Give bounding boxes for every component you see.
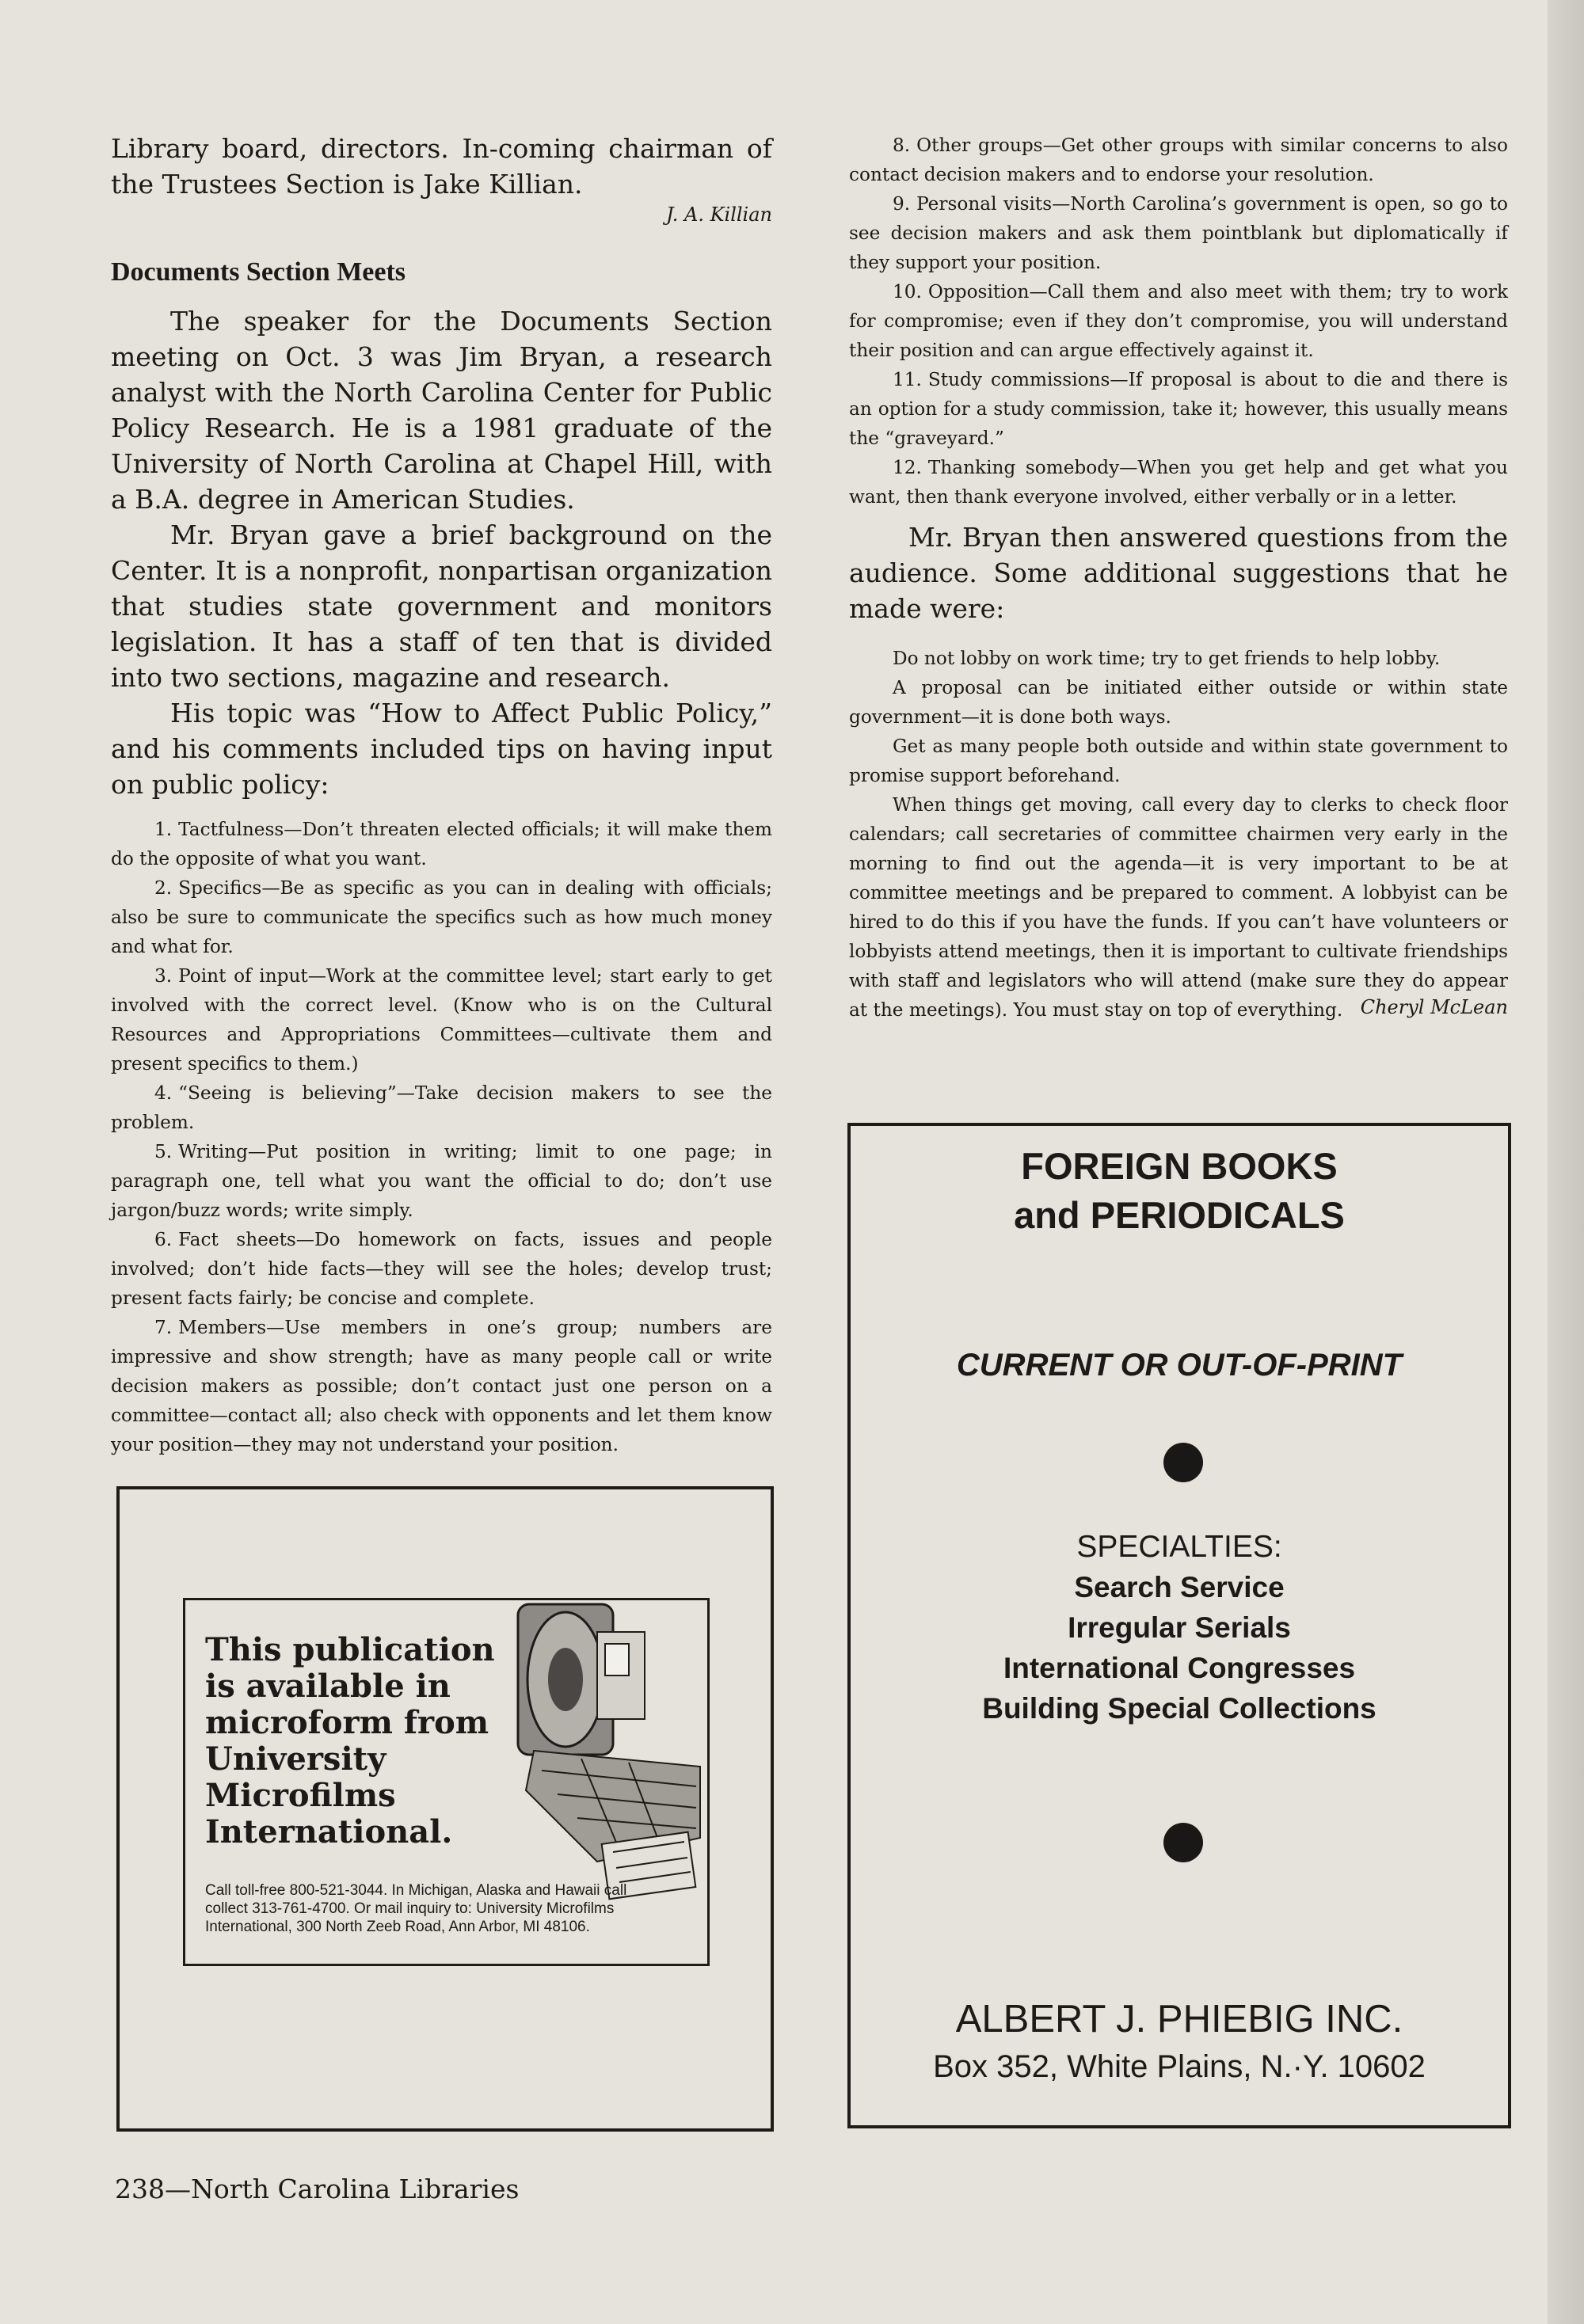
tips-list-continued (849, 131, 1508, 512)
list-item: 1. Tactfulness—Don’t threaten elected officials; it will make them do the opposite of what you want. (111, 819, 772, 869)
specialty-item: Irregular Serials (1068, 1611, 1291, 1644)
list-item: 9. Personal visits—North Carolina’s government is open, so go to see decision makers and ask them pointblank but diplomatically if they support your position. (849, 193, 1508, 273)
list-item: 10. Opposition—Call them and also meet with them; try to work for compromise; even if they don’t compromise, you will understand their position and can argue effectively against it. (849, 281, 1508, 361)
suggestion-item: When things get moving, call every day to clerks to check floor calendars; call secretaries of committee chairmen very early in the morning to find out the agenda—it is very important to be at committee meetings and be prepared to comment. A lobbyist can be hired to do this if you have the funds. If you can’t have volunteers or lobbyists attend meetings, then it is important to cultivate friendships with staff and legislators who will attend (make sure they do appear at the meetings). You must stay on top of everything. (849, 794, 1508, 1021)
specialty-item: Search Service (1074, 1571, 1285, 1603)
list-item: 6. Fact sheets—Do homework on facts, issues and people involved; don’t hide facts—they will see the holes; develop trust; present facts fairly; be concise and complete. (111, 1229, 772, 1309)
list-item: 5. Writing—Put position in writing; limit to one page; in paragraph one, tell what you want the official to do; don’t use jargon/buzz words; write simply. (111, 1141, 772, 1221)
microfilm-ad-box (183, 1598, 710, 1966)
phiebig-title-line: and PERIODICALS (1014, 1194, 1345, 1236)
specialties-heading: SPECIALTIES: (1076, 1530, 1282, 1564)
page-edge-shadow (1548, 0, 1584, 2324)
page-footer: 238—North Carolina Libraries (115, 2174, 520, 2204)
suggestion-item: Get as many people both outside and within state government to promise support beforehand. (849, 736, 1508, 786)
article-paragraph: His topic was “How to Affect Public Policy,” and his comments included tips on having input on public policy: (111, 698, 772, 800)
microfilm-ad-contact: Call toll-free 800-521-3044. In Michigan, Alaska and Hawaii call collect 313-761-4700. Or mail inquiry to: University Microfilms International, 300 North Zeeb Road, Ann Arbor, MI 48106. (205, 1882, 627, 1935)
microfilm-reel-illustration (510, 1600, 708, 1901)
specialty-item: Building Special Collections (982, 1692, 1376, 1725)
left-column (111, 131, 772, 1459)
list-item: 4. “Seeing is believing”—Take decision makers to see the problem. (111, 1082, 772, 1133)
suggestions-list (849, 644, 1508, 1025)
phiebig-title-line: FOREIGN BOOKS (1021, 1145, 1338, 1187)
company-name: ALBERT J. PHIEBIG INC. (955, 1998, 1403, 2041)
microfilm-advertisement (116, 1486, 774, 2132)
list-item: 12. Thanking somebody—When you get help and get what you want, then thank everyone involved, either verbally or in a letter. (849, 457, 1508, 508)
list-item: 8. Other groups—Get other groups with similar concerns to also contact decision makers and to endorse your resolution. (849, 135, 1508, 185)
list-item: 7. Members—Use members in one’s group; numbers are impressive and show strength; have as many people call or write decision makers as possible; don’t contact just one person on a committee—contact all; also check with opponents and let them know your position—they may not understand your position. (111, 1317, 772, 1455)
intro-signature: J. A. Killian (665, 203, 772, 226)
microfilm-ad-title: This publication is available in microform from University Microfilms International. (205, 1631, 495, 1850)
list-item: 11. Study commissions—If proposal is about to die and there is an option for a study commission, take it; however, this usually means the “graveyard.” (849, 369, 1508, 449)
followup-paragraph: Mr. Bryan then answered questions from the audience. Some additional suggestions that he made were: (849, 522, 1508, 624)
bullet-dot-icon (1163, 1823, 1203, 1862)
tips-list (111, 815, 772, 1459)
bullet-dot-icon (1163, 1443, 1203, 1482)
article-paragraph: The speaker for the Documents Section meeting on Oct. 3 was Jim Bryan, a research analyst with the North Carolina Center for Public Policy Research. He is a 1981 graduate of the University of North Carolina at Chapel Hill, with a B.A. degree in American Studies. (111, 306, 772, 515)
right-column (849, 131, 1508, 1021)
phiebig-ad-subtitle: CURRENT OR OUT-OF-PRINT (956, 1348, 1403, 1383)
list-item: 2. Specifics—Be as specific as you can in dealing with officials; also be sure to communicate the specifics such as how much money and what for. (111, 877, 772, 957)
article-paragraph: Mr. Bryan gave a brief background on the Center. It is a nonprofit, nonpartisan organization that studies state government and monitors legislation. It has a staff of ten that is divided into two sections, magazine and research. (111, 519, 772, 693)
section-heading: Documents Section Meets (111, 257, 406, 287)
intro-paragraph: Library board, directors. In-coming chairman of the Trustees Section is Jake Killian. (111, 133, 772, 200)
suggestion-item: Do not lobby on work time; try to get friends to help lobby. (893, 648, 1441, 669)
specialty-item: International Congresses (1003, 1652, 1356, 1684)
company-address: Box 352, White Plains, N.·Y. 10602 (933, 2049, 1426, 2084)
phiebig-advertisement (847, 1123, 1511, 2128)
phiebig-ad-title (851, 1142, 1508, 1240)
article-signature: Cheryl McLean (1360, 996, 1508, 1018)
suggestion-item: A proposal can be initiated either outside or within state government—it is done both ways. (849, 677, 1508, 728)
list-item: 3. Point of input—Work at the committee level; start early to get involved with the correct level. (Know who is on the Cultural Resources and Appropriations Committees—cultivate them and present specifics to them.) (111, 965, 772, 1075)
